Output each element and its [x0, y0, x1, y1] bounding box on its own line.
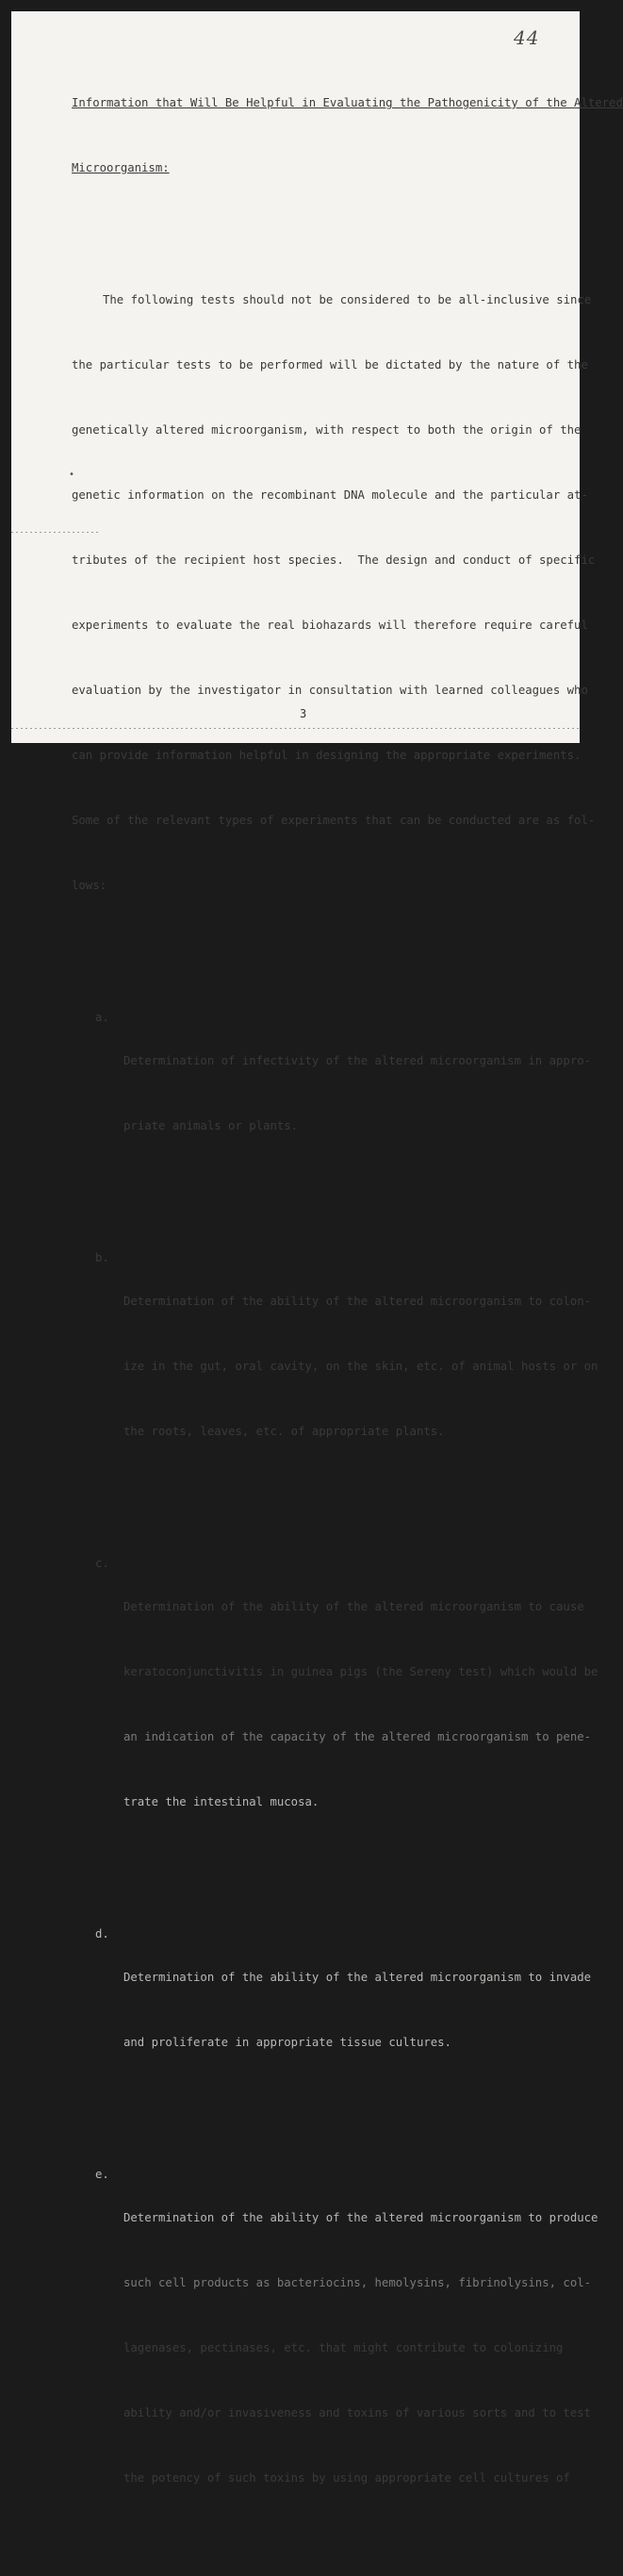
section-heading-line-1: Information that Will Be Helpful in Evaluating the Pathogenicity of the Altered: [72, 96, 623, 109]
list-item-d: [72, 1924, 592, 2097]
list-item-c: [72, 1553, 598, 1857]
document-body: [72, 49, 623, 2576]
document-page: [11, 11, 623, 2485]
item-line: the potency of such toxins by using appropriate cell cultures of: [123, 2471, 570, 2485]
item-label: a.: [95, 1011, 109, 1024]
item-label: c.: [95, 1557, 109, 1570]
margin-mark: •: [69, 470, 75, 480]
item-line: Determination of the ability of the altered microorganism to colon-: [123, 1295, 592, 1308]
item-line: such cell products as bacteriocins, hemolysins, fibrinolysins, col-: [123, 2276, 592, 2289]
item-line: an indication of the capacity of the altered microorganism to pene-: [123, 1730, 592, 1743]
item-line: keratoconjunctivitis in guinea pigs (the Sereny test) which would be: [123, 1665, 598, 1678]
intro-line: The following tests should not be considered to be all-inclusive since: [103, 293, 592, 306]
intro-line: genetic information on the recombinant DNA molecule and the particular at-: [72, 488, 588, 502]
item-body: [123, 1553, 598, 1857]
scan-dotted-line: [11, 532, 101, 533]
intro-line: experiments to evaluate the real biohazards will therefore require careful: [72, 619, 588, 632]
intro-paragraph: [72, 246, 596, 940]
item-line: lagenases, pectinases, etc. that might contribute to colonizing: [123, 2341, 564, 2354]
item-body: [123, 2164, 598, 2533]
item-label: b.: [95, 1251, 109, 1264]
item-line: ize in the gut, oral cavity, on the skin, etc. of animal hosts or on: [123, 1360, 598, 1373]
item-line: ability and/or invasiveness and toxins of various sorts and to test: [123, 2406, 592, 2419]
item-label: e.: [95, 2168, 109, 2181]
item-line: the roots, leaves, etc. of appropriate plants.: [123, 1425, 445, 1438]
intro-line: the particular tests to be performed will be dictated by the nature of the: [72, 358, 588, 372]
intro-line: evaluation by the investigator in consultation with learned colleagues who: [72, 684, 588, 697]
list-item-a: [72, 1007, 592, 1181]
item-body: [123, 1007, 591, 1181]
intro-line: can provide information helpful in designing the appropriate experiments.: [72, 749, 582, 762]
item-line: Determination of the ability of the altered microorganism to invade: [123, 1971, 592, 1984]
intro-line: genetically altered microorganism, with respect to both the origin of the: [72, 423, 582, 437]
item-line: priate animals or plants.: [123, 1119, 299, 1132]
section-heading-line-2: Microorganism:: [72, 161, 170, 174]
intro-line: Some of the relevant types of experiments that can be conducted are as fol-: [72, 814, 596, 827]
item-line: Determination of the ability of the altered microorganism to produce: [123, 2211, 598, 2224]
item-line: and proliferate in appropriate tissue cultures.: [123, 2036, 451, 2049]
item-body: [123, 1924, 591, 2097]
intro-line: tributes of the recipient host species. The design and conduct of specific: [72, 553, 596, 567]
list-item-e: [72, 2164, 598, 2533]
item-line: Determination of the ability of the altered microorganism to cause: [123, 1600, 584, 1613]
scan-dotted-line: [11, 728, 580, 729]
item-line: Determination of infectivity of the altered microorganism in appro-: [123, 1054, 592, 1067]
page-number: 3: [300, 707, 307, 720]
list-item-b: [72, 1247, 598, 1486]
folio-number: 44: [514, 26, 540, 49]
item-label: d.: [95, 1927, 109, 1940]
intro-line: lows:: [72, 879, 107, 892]
item-body: [123, 1247, 598, 1486]
item-line: trate the intestinal mucosa.: [123, 1795, 320, 1808]
